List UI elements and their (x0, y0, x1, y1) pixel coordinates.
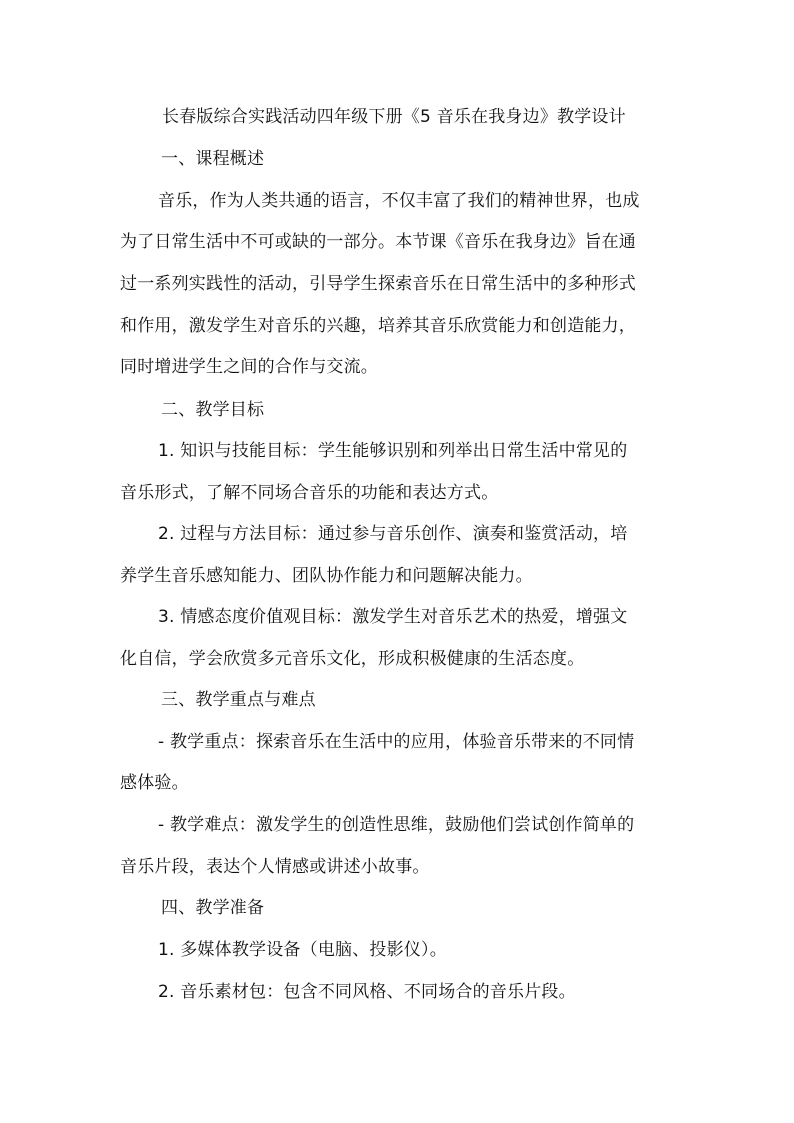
preparation-item: 2. 音乐素材包：包含不同风格、不同场合的音乐片段。 (158, 982, 576, 1002)
objective-item: 3. 情感态度价值观目标：激发学生对音乐艺术的热爱，增强文 (158, 607, 628, 627)
objective-item-continuation: 化自信，学会欣赏多元音乐文化，形成积极健康的生活态度。 (120, 649, 585, 669)
overview-paragraph-line: 为了日常生活中不可或缺的一部分。本节课《音乐在我身边》旨在通 (120, 232, 636, 252)
section-heading-overview: 一、课程概述 (161, 149, 265, 169)
objective-item: 1. 知识与技能目标：学生能够识别和列举出日常生活中常见的 (158, 441, 628, 461)
overview-paragraph-line: 同时增进学生之间的合作与交流。 (120, 357, 378, 377)
preparation-item: 1. 多媒体教学设备（电脑、投影仪）。 (158, 940, 447, 960)
objective-item-continuation: 养学生音乐感知能力、团队协作能力和问题解决能力。 (120, 566, 533, 586)
key-point-item-continuation: 音乐片段，表达个人情感或讲述小故事。 (120, 857, 430, 877)
key-point-item-continuation: 感体验。 (120, 773, 189, 793)
section-heading-objectives: 二、教学目标 (161, 400, 265, 420)
objective-item: 2. 过程与方法目标：通过参与音乐创作、演奏和鉴赏活动，培 (158, 524, 628, 544)
objective-item-continuation: 音乐形式，了解不同场合音乐的功能和表达方式。 (120, 483, 499, 503)
section-heading-preparation: 四、教学准备 (161, 898, 265, 918)
overview-paragraph-line: 过一系列实践性的活动，引导学生探索音乐在日常生活中的多种形式 (120, 274, 636, 294)
key-point-item: - 教学重点：探索音乐在生活中的应用，体验音乐带来的不同情 (158, 732, 635, 752)
document-title: 长春版综合实践活动四年级下册《5 音乐在我身边》教学设计 (162, 107, 626, 127)
overview-paragraph-line: 音乐，作为人类共通的语言，不仅丰富了我们的精神世界，也成 (158, 191, 640, 211)
section-heading-key-points: 三、教学重点与难点 (161, 690, 316, 710)
key-point-item: - 教学难点：激发学生的创造性思维，鼓励他们尝试创作简单的 (158, 815, 635, 835)
overview-paragraph-line: 和作用，激发学生对音乐的兴趣，培养其音乐欣赏能力和创造能力， (120, 316, 636, 336)
